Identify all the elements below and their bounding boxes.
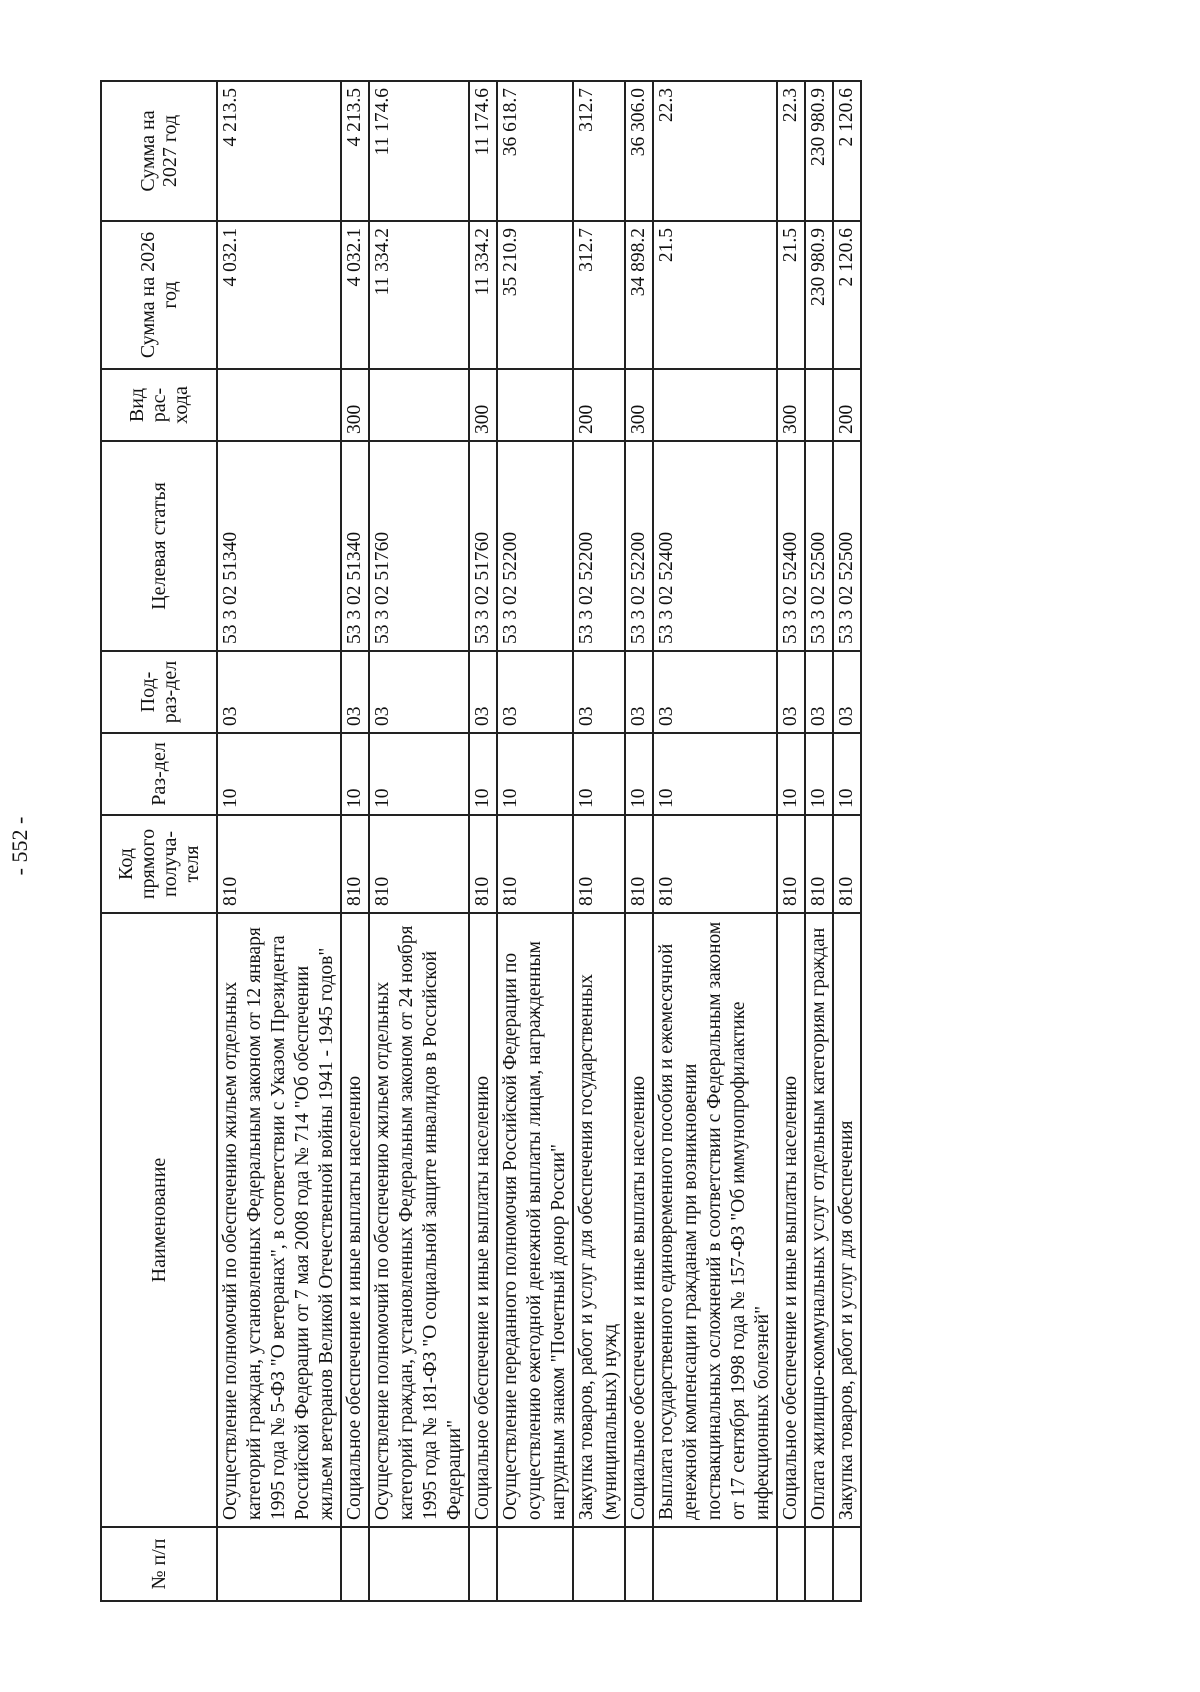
cell-code: 810: [653, 815, 777, 913]
cell-sum-2026: 11 334.2: [369, 221, 469, 369]
cell-section: 10: [497, 733, 573, 815]
cell-section: 10: [805, 733, 833, 815]
table-body: [217, 81, 861, 1601]
cell-expense-type: 300: [625, 369, 653, 441]
cell-sum-2026: 4 032.1: [341, 221, 369, 369]
table-row: [833, 81, 861, 1601]
table-row: [573, 81, 625, 1601]
cell-name: Оплата жилищно-коммунальных услуг отдельным категориям граждан: [805, 913, 833, 1527]
cell-subsection: 03: [573, 651, 625, 733]
table-row: [341, 81, 369, 1601]
cell-sum-2026: 11 334.2: [469, 221, 497, 369]
cell-name: Социальное обеспечение и иные выплаты населению: [469, 913, 497, 1527]
cell-name: Социальное обеспечение и иные выплаты населению: [777, 913, 805, 1527]
cell-sum-2026: 21.5: [777, 221, 805, 369]
cell-section: 10: [833, 733, 861, 815]
cell-name: Выплата государственного единовременного пособия и ежемесячной денежной компенсации гражданам при возникновении поствакцинальных осложнений в соответствии с Федеральным законом от 17 сентября 1998 года № 157-ФЗ "Об иммунопрофилактике инфекционных болезней": [653, 913, 777, 1527]
cell-target: 53 3 02 52400: [653, 441, 777, 651]
cell-target: 53 3 02 51340: [341, 441, 369, 651]
cell-code: 810: [777, 815, 805, 913]
cell-num: [469, 1527, 497, 1601]
cell-section: 10: [573, 733, 625, 815]
cell-expense-type: [805, 369, 833, 441]
cell-code: 810: [573, 815, 625, 913]
cell-num: [833, 1527, 861, 1601]
cell-code: 810: [341, 815, 369, 913]
cell-num: [573, 1527, 625, 1601]
header-subsection: Под-раз-дел: [101, 651, 217, 733]
cell-sum-2027: 312.7: [573, 81, 625, 221]
cell-name: Закупка товаров, работ и услуг для обеспечения государственных (муниципальных) нужд: [573, 913, 625, 1527]
cell-sum-2027: 4 213.5: [341, 81, 369, 221]
table-row: [497, 81, 573, 1601]
cell-num: [625, 1527, 653, 1601]
cell-target: 53 3 02 52500: [833, 441, 861, 651]
cell-name: Закупка товаров, работ и услуг для обеспечения: [833, 913, 861, 1527]
table-row: [777, 81, 805, 1601]
cell-code: 810: [805, 815, 833, 913]
cell-name: Социальное обеспечение и иные выплаты населению: [625, 913, 653, 1527]
cell-code: 810: [469, 815, 497, 913]
table-row: [469, 81, 497, 1601]
cell-target: 53 3 02 51760: [369, 441, 469, 651]
cell-expense-type: [653, 369, 777, 441]
table-row: [805, 81, 833, 1601]
cell-sum-2026: 4 032.1: [217, 221, 341, 369]
cell-subsection: 03: [497, 651, 573, 733]
cell-subsection: 03: [469, 651, 497, 733]
cell-target: 53 3 02 52200: [625, 441, 653, 651]
table-row: [625, 81, 653, 1601]
cell-expense-type: [217, 369, 341, 441]
header-expense-type: Вид рас-хода: [101, 369, 217, 441]
cell-sum-2027: 11 174.6: [469, 81, 497, 221]
cell-num: [497, 1527, 573, 1601]
cell-sum-2027: 4 213.5: [217, 81, 341, 221]
header-row: [101, 81, 217, 1601]
table-row: [217, 81, 341, 1601]
cell-section: 10: [653, 733, 777, 815]
cell-num: [653, 1527, 777, 1601]
cell-section: 10: [341, 733, 369, 815]
cell-subsection: 03: [341, 651, 369, 733]
cell-num: [805, 1527, 833, 1601]
cell-num: [369, 1527, 469, 1601]
cell-target: 53 3 02 51760: [469, 441, 497, 651]
header-code: Код прямого получа-теля: [101, 815, 217, 913]
cell-code: 810: [833, 815, 861, 913]
cell-section: 10: [369, 733, 469, 815]
cell-sum-2027: 36 306.0: [625, 81, 653, 221]
cell-name: Осуществление переданного полномочия Российской Федерации по осуществлению ежегодной денежной выплаты лицам, награжденным нагрудным знаком "Почетный донор России": [497, 913, 573, 1527]
cell-sum-2026: 312.7: [573, 221, 625, 369]
cell-target: 53 3 02 52500: [805, 441, 833, 651]
header-name: Наименование: [101, 913, 217, 1527]
cell-subsection: 03: [805, 651, 833, 733]
header-section: Раз-дел: [101, 733, 217, 815]
cell-name: Социальное обеспечение и иные выплаты населению: [341, 913, 369, 1527]
cell-sum-2026: 230 980.9: [805, 221, 833, 369]
cell-name: Осуществление полномочий по обеспечению жильем отдельных категорий граждан, установленных Федеральным законом от 12 января 1995 года № 5-ФЗ "О ветеранах", в соответствии с Указом Президента Российской Федерации от 7 мая 2008 года № 714 "Об обеспечении жильем ветеранов Великой Отечественной войны 1941 - 1945 годов": [217, 913, 341, 1527]
cell-expense-type: 200: [833, 369, 861, 441]
header-num: № п/п: [101, 1527, 217, 1601]
cell-subsection: 03: [777, 651, 805, 733]
cell-sum-2027: 11 174.6: [369, 81, 469, 221]
cell-target: 53 3 02 52200: [573, 441, 625, 651]
budget-table: [100, 80, 862, 1602]
cell-expense-type: [497, 369, 573, 441]
cell-target: 53 3 02 52200: [497, 441, 573, 651]
cell-code: 810: [625, 815, 653, 913]
cell-code: 810: [369, 815, 469, 913]
cell-subsection: 03: [653, 651, 777, 733]
header-sum-2027: Сумма на 2027 год: [101, 81, 217, 221]
cell-section: 10: [217, 733, 341, 815]
cell-sum-2027: 2 120.6: [833, 81, 861, 221]
cell-section: 10: [625, 733, 653, 815]
cell-expense-type: 300: [777, 369, 805, 441]
cell-num: [217, 1527, 341, 1601]
cell-target: 53 3 02 51340: [217, 441, 341, 651]
cell-subsection: 03: [625, 651, 653, 733]
header-target: Целевая статья: [101, 441, 217, 651]
table-row: [369, 81, 469, 1601]
cell-section: 10: [469, 733, 497, 815]
page-number: - 552 -: [7, 816, 32, 876]
cell-sum-2027: 36 618.7: [497, 81, 573, 221]
cell-subsection: 03: [369, 651, 469, 733]
cell-expense-type: 300: [341, 369, 369, 441]
cell-code: 810: [217, 815, 341, 913]
cell-sum-2027: 230 980.9: [805, 81, 833, 221]
header-sum-2026: Сумма на 2026 год: [101, 221, 217, 369]
cell-expense-type: 200: [573, 369, 625, 441]
cell-sum-2026: 2 120.6: [833, 221, 861, 369]
table-header: [101, 81, 217, 1601]
table-row: [653, 81, 777, 1601]
cell-sum-2027: 22.3: [653, 81, 777, 221]
cell-sum-2027: 22.3: [777, 81, 805, 221]
cell-code: 810: [497, 815, 573, 913]
cell-subsection: 03: [217, 651, 341, 733]
cell-sum-2026: 21.5: [653, 221, 777, 369]
cell-expense-type: [369, 369, 469, 441]
cell-name: Осуществление полномочий по обеспечению жильем отдельных категорий граждан, установленных Федеральным законом от 24 ноября 1995 года № 181-ФЗ "О социальной защите инвалидов в Российской Федерации": [369, 913, 469, 1527]
cell-num: [777, 1527, 805, 1601]
cell-expense-type: 300: [469, 369, 497, 441]
cell-sum-2026: 34 898.2: [625, 221, 653, 369]
cell-subsection: 03: [833, 651, 861, 733]
cell-sum-2026: 35 210.9: [497, 221, 573, 369]
cell-target: 53 3 02 52400: [777, 441, 805, 651]
cell-section: 10: [777, 733, 805, 815]
cell-num: [341, 1527, 369, 1601]
